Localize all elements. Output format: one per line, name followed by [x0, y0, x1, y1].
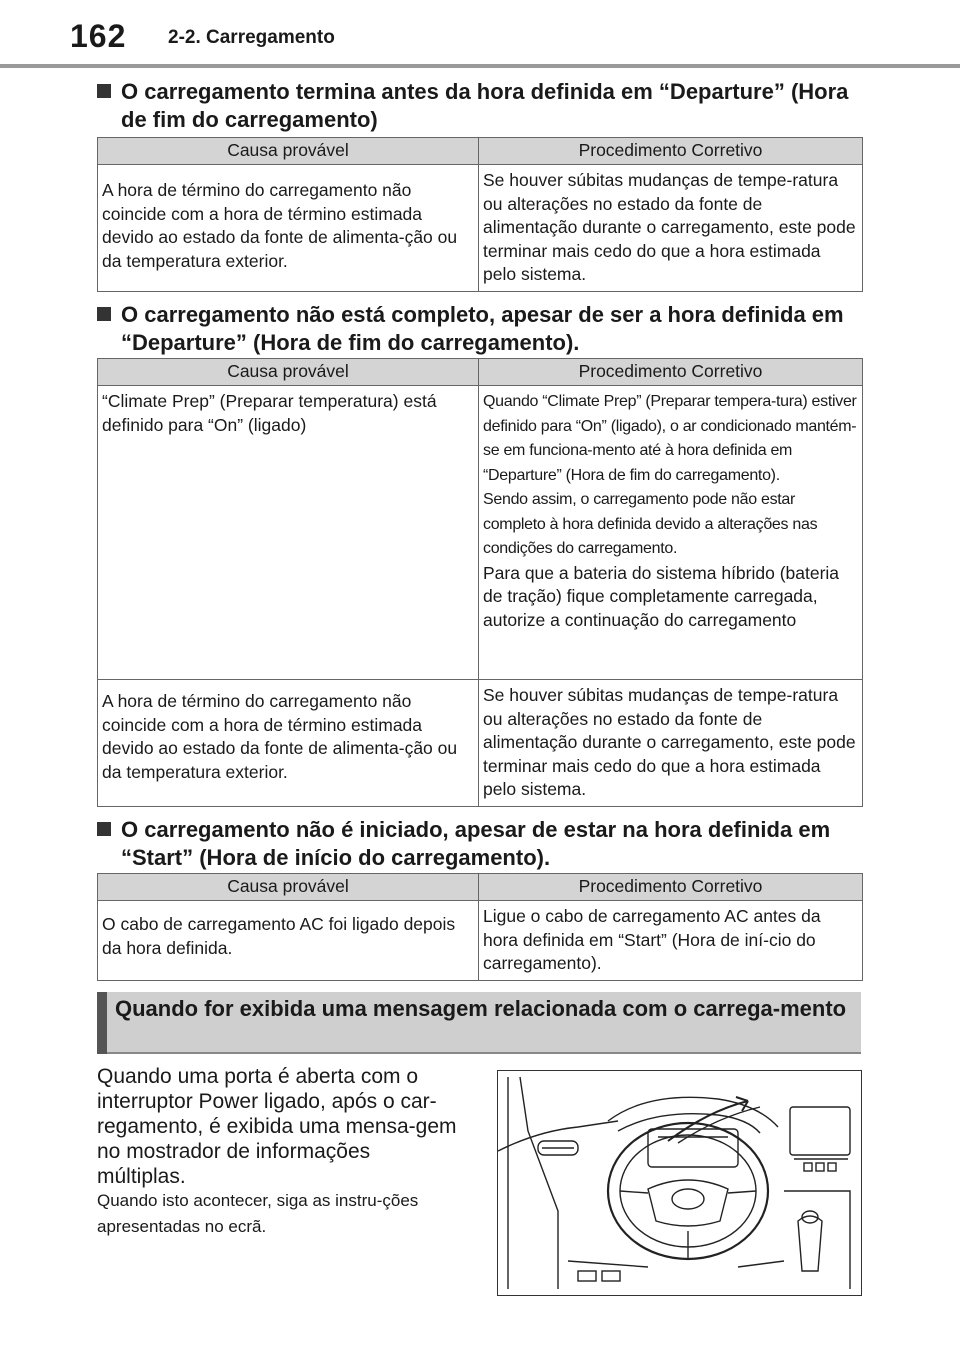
table-header-row [98, 359, 863, 386]
page-header [0, 0, 960, 60]
section-heading-3 [97, 816, 867, 872]
header-divider [0, 64, 960, 68]
dashboard-illustration [497, 1070, 862, 1296]
table-row [98, 901, 863, 981]
table-header-row [98, 874, 863, 901]
cell-procedure [479, 386, 863, 680]
column-header-cause: Causa provável [98, 138, 479, 165]
column-header-procedure: Procedimento Corretivo [479, 874, 863, 901]
table-header-row [98, 138, 863, 165]
cell-cause: A hora de término do carregamento não coincide com a hora de término estimada devido ao estado da fonte de alimenta-ção ou da temperatura exterior. [98, 680, 479, 807]
cell-cause: “Climate Prep” (Preparar temperatura) está definido para “On” (ligado) [98, 386, 479, 680]
heading-text: O carregamento não é iniciado, apesar de estar na hora definida em “Start” (Hora de início do carregamento). [121, 817, 831, 870]
procedure-paragraph: Sendo assim, o carregamento pode não estar completo à hora definida devido a alterações nas condições do carregamento. [483, 491, 818, 557]
cell-procedure: Ligue o cabo de carregamento AC antes da hora definida em “Start” (Hora de iní-cio do carregamento). [479, 901, 863, 981]
table-row [98, 680, 863, 807]
callout-heading [97, 992, 861, 1054]
procedure-paragraph: Quando “Climate Prep” (Preparar tempera-tura) estiver definido para “On” (ligado), o ar condicionado mantém-se em funciona-mento até à hora definida em “Departure” (Hora de fim do carregamento). [483, 393, 857, 484]
square-bullet-icon [97, 84, 111, 98]
table-row [98, 386, 863, 680]
section-heading-2 [97, 301, 867, 357]
column-header-procedure: Procedimento Corretivo [479, 138, 863, 165]
cell-cause: A hora de término do carregamento não coincide com a hora de término estimada devido ao estado da fonte de alimenta-ção ou da temperatura exterior. [98, 165, 479, 292]
steering-wheel-illustration [498, 1071, 861, 1295]
heading-text: O carregamento não está completo, apesar de ser a hora definida em “Departure” (Hora de fim do carregamento). [121, 302, 844, 355]
column-header-procedure: Procedimento Corretivo [479, 359, 863, 386]
cell-cause: O cabo de carregamento AC foi ligado depois da hora definida. [98, 901, 479, 981]
troubleshooting-table-3 [97, 873, 863, 981]
heading-text: O carregamento termina antes da hora definida em “Departure” (Hora de fim do carregamento) [121, 79, 849, 132]
page-number: 162 [70, 18, 127, 54]
section-label: 2-2. Carregamento [168, 27, 335, 48]
column-header-cause: Causa provável [98, 359, 479, 386]
section-heading-1 [97, 78, 867, 134]
cell-procedure: Se houver súbitas mudanças de tempe-ratura ou alterações no estado da fonte de alimentação durante o carregamento, este pode terminar mais cedo do que a hora estimada pelo sistema. [479, 680, 863, 807]
body-note: Quando isto acontecer, siga as instru-ções apresentadas no ecrã. [97, 1191, 419, 1236]
troubleshooting-table-2 [97, 358, 863, 807]
table-row [98, 165, 863, 292]
column-header-cause: Causa provável [98, 874, 479, 901]
callout-title: Quando for exibida uma mensagem relacionada com o carrega-mento [115, 996, 847, 1021]
cell-procedure: Se houver súbitas mudanças de tempe-ratura ou alterações no estado da fonte de alimentação durante o carregamento, este pode terminar mais cedo do que a hora estimada pelo sistema. [479, 165, 863, 292]
procedure-paragraph: Para que a bateria do sistema híbrido (bateria de tração) fique completamente carregada, autorize a continuação do carregamento [483, 562, 840, 630]
callout-accent-bar [97, 992, 107, 1054]
troubleshooting-table-1 [97, 137, 863, 292]
square-bullet-icon [97, 307, 111, 321]
square-bullet-icon [97, 822, 111, 836]
body-paragraph: Quando uma porta é aberta com o interruptor Power ligado, após o car-regamento, é exibida uma mensa-gem no mostrador de informações múltiplas. [97, 1065, 457, 1188]
